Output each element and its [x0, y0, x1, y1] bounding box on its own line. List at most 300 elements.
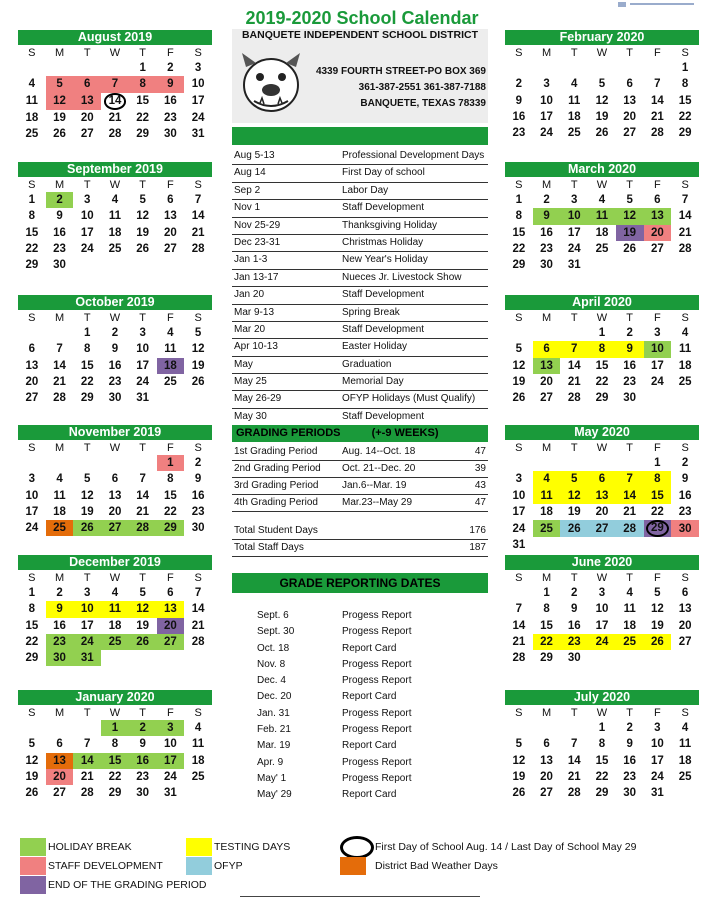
calendar-day: 9	[56, 210, 63, 223]
weekday-label: T	[626, 311, 634, 324]
calendar-day: 1	[543, 587, 550, 600]
calendar-day: 20	[157, 618, 185, 634]
weekday-label: T	[570, 46, 578, 59]
calendar-day: 26	[644, 634, 672, 650]
calendar-day: 2	[626, 327, 633, 340]
calendar-day: 2	[129, 720, 157, 736]
calendar-day: 4	[28, 78, 36, 91]
event-date: Sep 2	[234, 184, 261, 196]
total-days-row	[232, 523, 488, 540]
calendar-empty-cell	[644, 650, 672, 666]
calendar-day: 10	[163, 738, 177, 751]
calendar-day: 24	[80, 243, 94, 256]
calendar-day: 26	[512, 787, 526, 800]
calendar-day: 7	[194, 587, 202, 600]
calendar-day: 15	[512, 226, 526, 239]
calendar-day: 1	[515, 194, 523, 207]
month-calendar	[18, 295, 212, 406]
calendar-day: 6	[681, 587, 689, 600]
month-calendar	[18, 30, 212, 142]
calendar-day: 31	[567, 259, 581, 272]
calendar-day: 15	[644, 488, 672, 504]
legend-testing-label: TESTING DAYS	[214, 841, 291, 853]
report-date: Sept. 6	[257, 610, 289, 621]
calendar-day: 2	[626, 722, 633, 735]
weekday-label: W	[109, 706, 121, 719]
calendar-day: 10	[650, 738, 664, 751]
calendar-day: 18	[191, 754, 205, 767]
grading-period-row	[232, 461, 488, 478]
grading-period-row	[232, 478, 488, 495]
grading-period-dates: Mar.23--May 29	[342, 497, 413, 508]
weekday-label: W	[596, 311, 608, 324]
total-value: 176	[469, 525, 486, 536]
legend-holiday-swatch	[20, 838, 46, 856]
weekday-label: S	[28, 46, 36, 59]
weekday-label: T	[139, 178, 147, 191]
calendar-day: 25	[163, 376, 177, 389]
event-description: OFYP Holidays (Must Qualify)	[342, 393, 476, 405]
event-date: May 26-29	[234, 393, 282, 405]
calendar-day: 16	[540, 226, 553, 239]
calendar-day: 23	[191, 506, 205, 519]
calendar-day: 17	[540, 111, 553, 124]
calendar-day: 5	[654, 587, 661, 600]
calendar-day: 18	[157, 358, 185, 374]
calendar-day: 6	[588, 471, 616, 487]
calendar-day: 12	[191, 343, 205, 356]
calendar-day: 5	[46, 76, 74, 92]
calendar-day: 8	[28, 210, 36, 223]
calendar-empty-cell	[533, 325, 561, 341]
calendar-day: 23	[623, 771, 637, 784]
calendar-day: 19	[595, 111, 609, 124]
weekday-label: S	[681, 311, 689, 324]
calendar-day: 24	[588, 634, 616, 650]
calendar-day: 13	[533, 358, 561, 374]
weekday-label: S	[194, 178, 202, 191]
event-date: May 25	[234, 376, 267, 388]
calendar-day: 11	[533, 488, 561, 504]
calendar-empty-cell	[129, 257, 157, 273]
report-type: Progess Report	[342, 756, 412, 768]
weekday-label: M	[54, 311, 65, 324]
calendar-day: 17	[595, 619, 609, 632]
calendar-day: 6	[111, 473, 119, 486]
weekday-label: M	[54, 706, 65, 719]
legend-bad-weather-label: District Bad Weather Days	[375, 860, 498, 872]
calendar-empty-cell	[184, 257, 212, 273]
calendar-day: 2	[681, 457, 689, 470]
calendar-day: 20	[540, 771, 553, 784]
weekday-label: S	[515, 311, 523, 324]
weekday-label: T	[626, 571, 634, 584]
total-days-row	[232, 540, 488, 557]
calendar-day: 29	[678, 127, 692, 140]
calendar-day: 10	[136, 343, 150, 356]
calendar-day: 19	[650, 619, 664, 632]
weekday-label: F	[654, 311, 661, 324]
weekday-label: T	[139, 571, 147, 584]
weekday-label: M	[54, 571, 65, 584]
bottom-rule	[240, 896, 480, 897]
report-date: Apr. 9	[257, 756, 284, 768]
calendar-day: 9	[626, 738, 633, 751]
weekday-label: S	[28, 571, 36, 584]
weekday-label: M	[54, 178, 65, 191]
calendar-day: 2	[111, 327, 119, 340]
calendar-day: 30	[136, 787, 150, 800]
weekday-label: T	[83, 571, 91, 584]
legend-bad-weather-swatch	[340, 857, 366, 875]
calendar-day: 7	[101, 76, 129, 92]
calendar-day: 3	[84, 587, 91, 600]
events-list	[232, 148, 488, 426]
calendar-day: 29	[595, 392, 609, 405]
event-description: Staff Development	[342, 323, 425, 335]
weekday-label: S	[28, 706, 36, 719]
weekday-label: M	[541, 571, 552, 584]
calendar-day: 29	[80, 392, 94, 405]
calendar-empty-cell	[616, 650, 644, 666]
event-row	[232, 270, 488, 287]
calendar-day: 9	[533, 208, 561, 224]
weekday-label: F	[167, 178, 174, 191]
calendar-day: 26	[73, 520, 101, 536]
report-date-row	[232, 624, 488, 640]
calendar-empty-cell	[157, 257, 185, 273]
calendar-day: 18	[567, 111, 581, 124]
event-date: Nov 1	[234, 202, 261, 214]
event-description: First Day of school	[342, 167, 425, 179]
calendar-day: 27	[623, 127, 637, 140]
calendar-empty-cell	[505, 325, 533, 341]
calendar-day: 12	[616, 208, 644, 224]
grading-period-dates: Jan.6--Mar. 19	[342, 480, 407, 491]
calendar-day: 15	[595, 359, 609, 372]
calendar-day: 8	[111, 738, 119, 751]
calendar-day: 27	[101, 520, 129, 536]
calendar-day: 28	[191, 243, 205, 256]
weekday-label: M	[541, 178, 552, 191]
weekday-label: T	[626, 178, 634, 191]
calendar-day: 13	[540, 754, 553, 767]
event-row	[232, 287, 488, 304]
calendar-day: 27	[540, 392, 553, 405]
grading-totals	[232, 523, 488, 557]
weekday-label: S	[28, 178, 36, 191]
calendar-empty-cell	[588, 60, 616, 76]
report-date: Dec. 4	[257, 675, 286, 687]
legend-first-last-label: First Day of School Aug. 14 / Last Day of School May 29	[375, 841, 637, 853]
calendar-empty-cell	[73, 257, 101, 273]
calendar-empty-cell	[73, 720, 101, 736]
grading-period-days: 39	[474, 463, 486, 474]
total-value: 187	[469, 542, 486, 553]
calendar-day: 21	[191, 619, 205, 632]
weekday-label: T	[83, 178, 91, 191]
calendar-empty-cell	[671, 650, 699, 666]
event-row	[232, 305, 488, 322]
calendar-day: 5	[194, 327, 202, 340]
calendar-day: 28	[191, 636, 205, 649]
calendar-day: 27	[588, 520, 616, 537]
calendar-day: 31	[136, 392, 150, 405]
district-address: 4339 FOURTH STREET-PO BOX 369	[315, 66, 486, 77]
report-date-row	[232, 689, 488, 705]
calendar-day: 19	[53, 111, 66, 124]
calendar-day: 17	[191, 95, 205, 108]
calendar-day: 23	[108, 376, 122, 389]
month-header: February 2020	[505, 30, 699, 45]
calendar-day: 30	[46, 650, 74, 666]
calendar-day: 16	[53, 226, 66, 239]
report-date-row	[232, 738, 488, 754]
event-date: Jan 1-3	[234, 254, 268, 266]
calendar-day: 5	[84, 473, 91, 486]
calendar-day: 13	[678, 603, 692, 616]
calendar-day: 7	[84, 738, 91, 751]
calendar-day: 30	[108, 392, 122, 405]
event-description: Christmas Holiday	[342, 236, 424, 248]
grading-period-name: 1st Grading Period	[234, 446, 318, 457]
month-header: March 2020	[505, 162, 699, 177]
calendar-day: 15	[80, 359, 94, 372]
event-row	[232, 148, 488, 165]
calendar-day: 7	[560, 341, 588, 357]
event-description: Nueces Jr. Livestock Show	[342, 271, 462, 283]
calendar-empty-cell	[533, 455, 561, 471]
report-type: Progess Report	[342, 724, 412, 736]
calendar-day: 21	[650, 111, 664, 124]
calendar-day: 1	[101, 720, 129, 736]
calendar-day: 18	[678, 359, 692, 372]
calendar-day: 21	[512, 636, 526, 649]
calendar-empty-cell	[616, 60, 644, 76]
calendar-day: 13	[108, 489, 122, 502]
calendar-day: 15	[678, 94, 692, 107]
calendar-day: 20	[540, 376, 553, 389]
calendar-day: 21	[108, 111, 122, 124]
calendar-day: 6	[73, 76, 101, 92]
report-date: Oct. 18	[257, 642, 290, 654]
weekday-label: M	[541, 311, 552, 324]
calendar-day: 5	[28, 738, 36, 751]
calendar-day: 6	[167, 587, 174, 600]
report-type: Progess Report	[342, 610, 412, 621]
calendar-day: 8	[543, 603, 550, 616]
calendar-day: 24	[191, 111, 205, 124]
calendar-day: 11	[192, 738, 205, 751]
weekday-label: F	[167, 706, 174, 719]
weekday-label: T	[570, 178, 578, 191]
calendar-day: 14	[567, 754, 581, 767]
calendar-empty-cell	[671, 390, 699, 406]
weekday-label: T	[83, 706, 91, 719]
calendar-day: 29	[595, 787, 609, 800]
calendar-day: 25	[101, 634, 129, 650]
calendar-day: 24	[25, 522, 39, 535]
calendar-day: 18	[595, 226, 609, 239]
calendar-day: 3	[654, 327, 661, 340]
calendar-empty-cell	[505, 720, 533, 736]
calendar-day: 22	[678, 111, 692, 124]
calendar-day: 6	[533, 341, 561, 357]
calendar-day: 20	[644, 225, 672, 241]
calendar-day: 1	[139, 62, 146, 75]
grading-periods-header	[232, 425, 488, 442]
calendar-day: 12	[129, 601, 157, 617]
report-date: Jan. 31	[257, 707, 290, 719]
calendar-day: 28	[80, 787, 94, 800]
calendar-day: 11	[108, 210, 122, 223]
weekday-label: M	[541, 46, 552, 59]
legend-ofyp-swatch	[186, 857, 212, 875]
calendar-day: 7	[515, 603, 523, 616]
calendar-empty-cell	[101, 650, 129, 666]
calendar-day: 18	[25, 111, 39, 124]
report-date-row	[232, 641, 488, 657]
calendar-day: 22	[25, 636, 39, 649]
weekday-label: T	[570, 571, 578, 584]
calendar-day: 14	[512, 619, 526, 632]
calendar-day: 22	[595, 376, 609, 389]
report-date-row	[232, 771, 488, 787]
calendar-day: 1	[157, 455, 185, 471]
calendar-day: 25	[595, 243, 609, 256]
district-city: BANQUETE, TEXAS 78339	[360, 98, 486, 109]
weekday-label: T	[570, 441, 578, 454]
calendar-day: 10	[191, 78, 205, 91]
calendar-day: 12	[560, 488, 588, 504]
weekday-label: S	[681, 441, 689, 454]
month-calendar	[505, 162, 699, 273]
calendar-day: 12	[136, 210, 150, 223]
report-date-row	[232, 657, 488, 673]
calendar-day: 13	[157, 601, 185, 617]
calendar-day: 9	[111, 343, 119, 356]
calendar-empty-cell	[560, 455, 588, 471]
calendar-day: 23	[136, 771, 150, 784]
report-date: May' 1	[257, 772, 287, 784]
calendar-day: 22	[25, 243, 39, 256]
calendar-day: 11	[53, 489, 66, 502]
report-date: Sept. 30	[257, 626, 295, 638]
report-date: Dec. 20	[257, 691, 292, 703]
event-row	[232, 218, 488, 235]
report-type: Report Card	[342, 740, 397, 752]
month-header: September 2019	[18, 162, 212, 177]
month-header: April 2020	[505, 295, 699, 310]
calendar-day: 19	[567, 506, 581, 519]
grade-reporting-header: GRADE REPORTING DATES	[232, 573, 488, 593]
calendar-day: 10	[25, 489, 39, 502]
calendar-day: 20	[678, 619, 692, 632]
calendar-day: 29	[25, 652, 39, 665]
legend-holiday-label: HOLIDAY BREAK	[48, 841, 132, 853]
calendar-day: 26	[512, 392, 526, 405]
weekday-label: S	[515, 441, 523, 454]
calendar-day: 22	[512, 243, 526, 256]
calendar-day: 17	[25, 506, 39, 519]
calendar-day: 31	[512, 539, 526, 552]
calendar-day: 12	[595, 94, 609, 107]
calendar-day: 13	[46, 753, 74, 769]
calendar-day: 2	[56, 587, 63, 600]
calendar-day: 14	[616, 488, 644, 504]
calendar-day: 24	[73, 634, 101, 650]
weekday-label: S	[681, 706, 689, 719]
calendar-day: 30	[191, 522, 205, 535]
event-row	[232, 322, 488, 339]
calendar-day: 20	[46, 769, 74, 785]
calendar-day: 28	[567, 392, 581, 405]
calendar-empty-cell	[157, 390, 185, 406]
calendar-day: 26	[560, 520, 588, 537]
weekday-label: W	[596, 178, 608, 191]
calendar-day: 8	[644, 471, 672, 487]
weekday-label: W	[109, 46, 121, 59]
calendar-day: 14	[101, 93, 129, 110]
weekday-label: W	[596, 571, 608, 584]
calendar-day: 30	[540, 259, 553, 272]
calendar-day: 3	[571, 194, 578, 207]
calendar-day: 16	[678, 489, 692, 502]
report-date-row	[232, 755, 488, 771]
calendar-day: 3	[194, 62, 202, 75]
calendar-day: 16	[53, 619, 66, 632]
calendar-day: 9	[46, 601, 74, 617]
calendar-day: 19	[25, 771, 39, 784]
calendar-day: 20	[25, 376, 39, 389]
weekday-label: F	[654, 706, 661, 719]
calendar-day: 22	[136, 111, 150, 124]
calendar-day: 29	[540, 652, 553, 665]
calendar-day: 1	[28, 587, 36, 600]
calendar-day: 18	[540, 506, 553, 519]
calendar-day: 19	[512, 771, 526, 784]
calendar-day: 30	[671, 520, 699, 537]
calendar-day: 3	[157, 720, 185, 736]
calendar-day: 21	[623, 506, 637, 519]
calendar-day: 22	[533, 634, 561, 650]
calendar-day: 13	[623, 94, 637, 107]
calendar-day: 24	[512, 522, 526, 535]
calendar-day: 21	[53, 376, 66, 389]
calendar-day: 31	[73, 650, 101, 666]
calendar-day: 2	[46, 192, 74, 208]
calendar-day: 25	[616, 634, 644, 650]
grading-period-name: 3rd Grading Period	[234, 480, 319, 491]
calendar-day: 21	[191, 226, 205, 239]
calendar-day: 11	[623, 603, 636, 616]
calendar-day: 6	[56, 738, 63, 751]
calendar-day: 3	[28, 473, 36, 486]
event-row	[232, 235, 488, 252]
calendar-empty-cell	[671, 257, 699, 273]
calendar-day: 27	[678, 636, 692, 649]
calendar-day: 11	[588, 208, 616, 224]
calendar-empty-cell	[129, 650, 157, 666]
report-date-row	[232, 722, 488, 738]
calendar-day: 29	[108, 787, 122, 800]
calendar-day: 22	[163, 506, 177, 519]
weekday-label: F	[654, 571, 661, 584]
calendar-day: 1	[598, 327, 606, 340]
event-description: Memorial Day	[342, 376, 404, 388]
month-header: July 2020	[505, 690, 699, 705]
calendar-day: 31	[163, 787, 177, 800]
